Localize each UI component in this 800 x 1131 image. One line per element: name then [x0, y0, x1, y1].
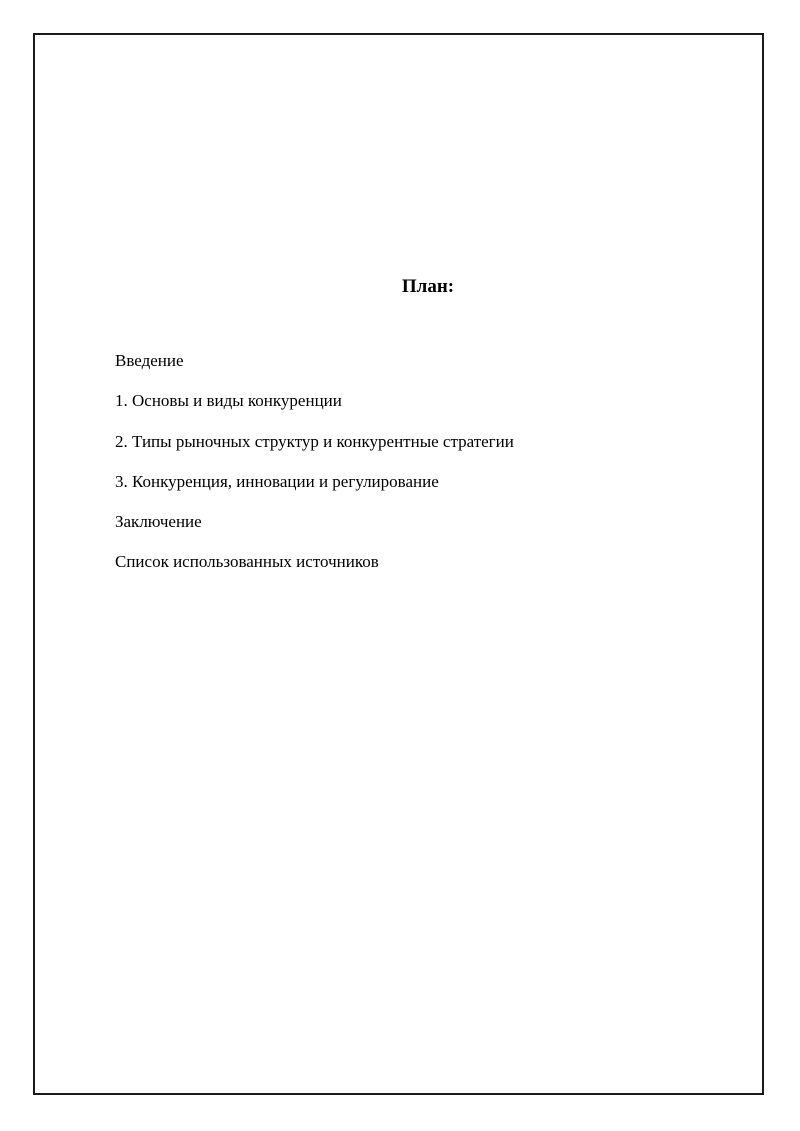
- toc-item-chapter-2: 2. Типы рыночных структур и конкурентные стратегии: [115, 431, 514, 451]
- table-of-contents: [115, 351, 514, 593]
- toc-item-conclusion: Заключение: [115, 512, 202, 532]
- plan-title: План:: [401, 276, 455, 297]
- toc-item-references: Список использованных источников: [115, 552, 379, 572]
- toc-item-chapter-3: 3. Конкуренция, инновации и регулирование: [115, 471, 439, 491]
- toc-item-chapter-1: 1. Основы и виды конкуренции: [115, 391, 342, 411]
- toc-item-introduction: Введение: [115, 351, 184, 370]
